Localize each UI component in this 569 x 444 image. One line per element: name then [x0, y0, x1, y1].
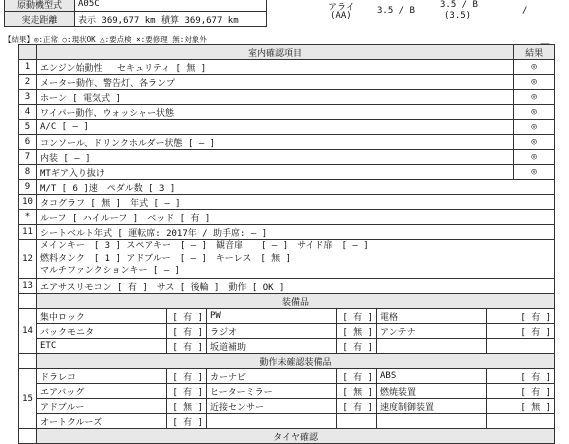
row-number: 14: [19, 309, 37, 354]
equipment-value: [ 有 ]: [487, 324, 555, 339]
table-row: [19, 90, 555, 105]
unconfirmed-row: [19, 369, 555, 384]
row-text: A/C [ ― ]: [37, 120, 514, 135]
row-result: ◎: [514, 135, 555, 150]
row-number: 5: [19, 120, 37, 135]
unconfirmed-value: [ 無 ]: [337, 384, 377, 399]
tire-section-title: タイヤ確認: [37, 429, 555, 444]
interior-title: 室内確認項目: [37, 45, 514, 60]
equipment-name: [377, 339, 487, 354]
table-row: [19, 150, 555, 165]
aurai-value-2-sub: (3.5): [444, 11, 472, 21]
equipment-name: アンテナ: [377, 324, 487, 339]
equipment-value: [ 有 ]: [487, 309, 555, 324]
unconfirmed-value: [487, 414, 555, 429]
equipment-value: [ 有 ]: [337, 309, 377, 324]
equipment-row: [19, 324, 555, 339]
row-number: 4: [19, 105, 37, 120]
row-text: タコグラフ [ 無 ] 年式 [ ― ]: [37, 195, 555, 210]
unconfirmed-name: オートクルーズ: [37, 414, 167, 429]
unconfirmed-value: [ 有 ]: [487, 384, 555, 399]
keys-row: [19, 240, 555, 279]
row-result: ◎: [514, 150, 555, 165]
row-text: シートベルト年式 [ 運転席: 2017年 / 助手席: ― ]: [37, 225, 555, 240]
row-number: 8: [19, 165, 37, 180]
table-row: [19, 60, 555, 75]
table-row: [19, 135, 555, 150]
interior-num-header: [19, 45, 37, 60]
unconfirmed-value: [ 有 ]: [487, 369, 555, 384]
row-number: 10: [19, 195, 37, 210]
keys-line-2: 燃料タンク [ 1 ] アドブルー [ ― ] キーレス [ 無 ]: [40, 253, 292, 264]
unconfirmed-name: 近接センサー: [207, 399, 337, 414]
engine-model-label: 原動機型式: [5, 0, 75, 12]
unconfirmed-name: ドラレコ: [37, 369, 167, 384]
unconfirmed-row: [19, 399, 555, 414]
row-text: ルーフ [ ハイルーフ ] ベッド [ 有 ]: [37, 210, 555, 225]
unconfirmed-num-header: [19, 354, 37, 369]
table-row: [19, 225, 555, 240]
row-number: 6: [19, 135, 37, 150]
equipment-value: [ 有 ]: [167, 324, 207, 339]
equipment-value: [ 有 ]: [337, 339, 377, 354]
row-result: ◎: [514, 90, 555, 105]
table-row: [19, 210, 555, 225]
row-result: ◎: [514, 75, 555, 90]
keys-line-1: メインキー [ 3 ] スペアキー [ ― ] 観音扉 [ ― ] サイド扉 [ ― ]: [40, 241, 369, 252]
table-row: [19, 180, 555, 195]
unconfirmed-name: エアバッグ: [37, 384, 167, 399]
interior-check-table: [18, 44, 555, 444]
tire-num-header: [19, 429, 37, 444]
unconfirmed-value: [ 有 ]: [337, 399, 377, 414]
equipment-value: [ 有 ]: [167, 339, 207, 354]
equipment-name: PW: [207, 309, 337, 324]
vehicle-info-table: [4, 0, 267, 27]
aurai-sub: (AA): [330, 11, 352, 21]
row-text: M/T [ 6 ]速 ペダル数 [ 3 ]: [37, 180, 555, 195]
unconfirmed-value: [ 無 ]: [487, 399, 555, 414]
equipment-name: 集中ロック: [37, 309, 167, 324]
unconfirmed-value: [ 無 ]: [167, 399, 207, 414]
row-text: MTギア入り抜け: [37, 165, 514, 180]
table-row: [19, 120, 555, 135]
equipment-row: [19, 339, 555, 354]
unconfirmed-value: [ 有 ]: [167, 384, 207, 399]
result-legend: 【結果】◎:正常 ○:現状OK △:要点検 ×:要修理 無:対象外: [4, 35, 207, 44]
keys-line-3: マルチファンクションキー [ ― ]: [40, 266, 180, 277]
aurai-value-2: 3.5 / B: [440, 0, 478, 10]
row-text: コンソール、ドリンクホルダー状態 [ ― ]: [37, 135, 514, 150]
unconfirmed-name: [377, 414, 487, 429]
row-text: エアサスリモコン [ 有 ] サス [ 後輪 ] 動作 [ OK ]: [37, 279, 555, 294]
unconfirmed-name: ヒーターミラー: [207, 384, 337, 399]
mileage-label: 実走距離: [5, 12, 75, 27]
equipment-row: [19, 309, 555, 324]
row-text: 内装 [ ― ]: [37, 150, 514, 165]
equipment-name: バックモニタ: [37, 324, 167, 339]
keys-info: [37, 240, 555, 279]
table-row: [19, 195, 555, 210]
row-number: 15: [19, 369, 37, 429]
unconfirmed-name: 速度制御装置: [377, 399, 487, 414]
unconfirmed-row: [19, 414, 555, 429]
equipment-name: ETC: [37, 339, 167, 354]
row-number: *: [19, 210, 37, 225]
table-row: [19, 105, 555, 120]
row-number: 13: [19, 279, 37, 294]
row-number: 7: [19, 150, 37, 165]
row-number: 12: [19, 240, 37, 279]
equipment-num-header: [19, 294, 37, 309]
row-text: メーター動作、警告灯、各ランプ: [37, 75, 514, 90]
unconfirmed-name: 燃焼装置: [377, 384, 487, 399]
row-number: 11: [19, 225, 37, 240]
unconfirmed-row: [19, 384, 555, 399]
unconfirmed-value: [ 有 ]: [167, 414, 207, 429]
unconfirmed-value: [ 有 ]: [337, 369, 377, 384]
aurai-value-1: 3.5 / B: [377, 6, 415, 16]
row-number: 9: [19, 180, 37, 195]
unconfirmed-name: [207, 414, 337, 429]
engine-model-value: A05C: [75, 0, 267, 12]
unconfirmed-name: カーナビ: [207, 369, 337, 384]
equipment-value: [487, 339, 555, 354]
table-row: [19, 165, 555, 180]
aurai-label: アライ: [328, 3, 355, 13]
row-result: ◎: [514, 60, 555, 75]
row-result: ◎: [514, 105, 555, 120]
equipment-title: 装備品: [37, 294, 555, 309]
aurai-slash: /: [522, 6, 528, 16]
result-header: 結果: [514, 45, 555, 60]
equipment-value: [ 無 ]: [337, 324, 377, 339]
equipment-name: ラジオ: [207, 324, 337, 339]
unconfirmed-name: ABS: [377, 369, 487, 384]
row-result: ◎: [514, 165, 555, 180]
table-row: [19, 75, 555, 90]
mileage-value: 表示 369,677 km 積算 369,677 km: [75, 12, 267, 27]
unconfirmed-title: 動作未確認装備品: [37, 354, 555, 369]
row-text: ホーン [ 電気式 ]: [37, 90, 514, 105]
row-result: ◎: [514, 120, 555, 135]
unconfirmed-name: アドブルー: [37, 399, 167, 414]
row-number: 2: [19, 75, 37, 90]
row-number: 3: [19, 90, 37, 105]
unconfirmed-value: [337, 414, 377, 429]
equipment-name: 坂道補助: [207, 339, 337, 354]
row-number: 1: [19, 60, 37, 75]
row-text: ワイパー動作、ウォッシャー状態: [37, 105, 514, 120]
row-text: エンジン始動性 セキュリティ [ 無 ]: [37, 60, 514, 75]
table-row: [19, 279, 555, 294]
equipment-name: 電格: [377, 309, 487, 324]
equipment-value: [ 有 ]: [167, 309, 207, 324]
unconfirmed-value: [ 有 ]: [167, 369, 207, 384]
